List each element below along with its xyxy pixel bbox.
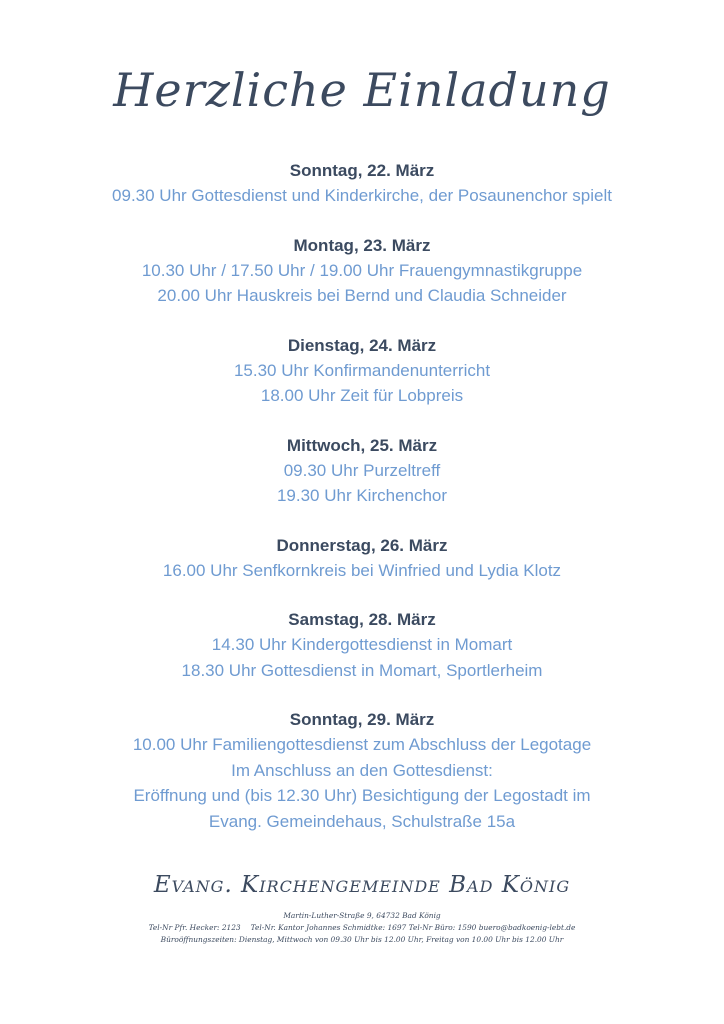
day-block-samstag-28 (0, 607, 724, 683)
day-heading: Sonntag, 22. März (289, 161, 435, 180)
organization-name: Evang. Kirchengemeinde Bad König (153, 872, 571, 898)
day-heading: Montag, 23. März (293, 235, 431, 255)
event-line: 18.00 Uhr Zeit für Lobpreis (260, 386, 464, 405)
footer-address: Martin-Luther-Straße 9, 64732 Bad König (283, 911, 441, 920)
event-schedule (0, 158, 724, 858)
footer-phone-kantor: Tel-Nr. Kantor Johannes Schmidtke: 1697 (250, 923, 407, 932)
event-line: 16.00 Uhr Senfkornkreis bei Winfried und Lydia Klotz (162, 560, 562, 580)
event-line: Im Anschluss an den Gottesdienst: (231, 760, 493, 780)
day-heading: Samstag, 28. März (288, 610, 436, 629)
event-line: 14.30 Uhr Kindergottesdienst in Momart (211, 635, 513, 654)
event-line: 10.00 Uhr Familiengottesdienst zum Abschluss der Legotage (132, 735, 592, 754)
event-line: 19.30 Uhr Kirchenchor (276, 486, 448, 505)
event-line: 18.30 Uhr Gottesdienst in Momart, Sportlerheim (181, 660, 543, 680)
day-block-sonntag-22 (0, 158, 724, 209)
day-heading: Sonntag, 29. März (289, 710, 435, 729)
day-block-donnerstag-26 (0, 533, 724, 584)
event-line: 15.30 Uhr Konfirmandenunterricht (233, 360, 491, 380)
footer-office-hours: Büroöffnungszeiten: Dienstag, Mittwoch von 09.30 Uhr bis 12.00 Uhr, Freitag von 10.00 Uhr bis 12.00 Uhr (160, 935, 564, 944)
event-line: 10.30 Uhr / 17.50 Uhr / 19.00 Uhr Frauengymnastikgruppe (141, 260, 583, 280)
event-line: 09.30 Uhr Purzeltreff (283, 460, 441, 480)
day-block-montag-23 (0, 233, 724, 309)
event-line: Eröffnung und (bis 12.30 Uhr) Besichtigung der Legostadt im (133, 786, 591, 805)
event-line: 20.00 Uhr Hauskreis bei Bernd und Claudia Schneider (157, 286, 567, 305)
day-block-dienstag-24 (0, 333, 724, 409)
event-line: Evang. Gemeindehaus, Schulstraße 15a (208, 811, 516, 831)
day-block-mittwoch-25 (0, 433, 724, 509)
day-heading: Mittwoch, 25. März (286, 435, 438, 455)
footer-phone-line (0, 922, 724, 934)
day-heading: Donnerstag, 26. März (276, 535, 448, 555)
footer-phone-pfarrer: Tel-Nr Pfr. Hecker: 2123 (148, 923, 241, 932)
day-block-sonntag-29 (0, 707, 724, 834)
page-title: Herzliche Einladung (113, 63, 611, 117)
day-heading: Dienstag, 24. März (287, 335, 437, 355)
footer-email: buero@badkoenig-lebt.de (478, 923, 576, 932)
footer-phone-buero: Tel-Nr Büro: 1590 (408, 923, 477, 932)
contact-footer (0, 910, 724, 946)
event-line: 09.30 Uhr Gottesdienst und Kinderkirche, der Posaunenchor spielt (112, 186, 612, 205)
